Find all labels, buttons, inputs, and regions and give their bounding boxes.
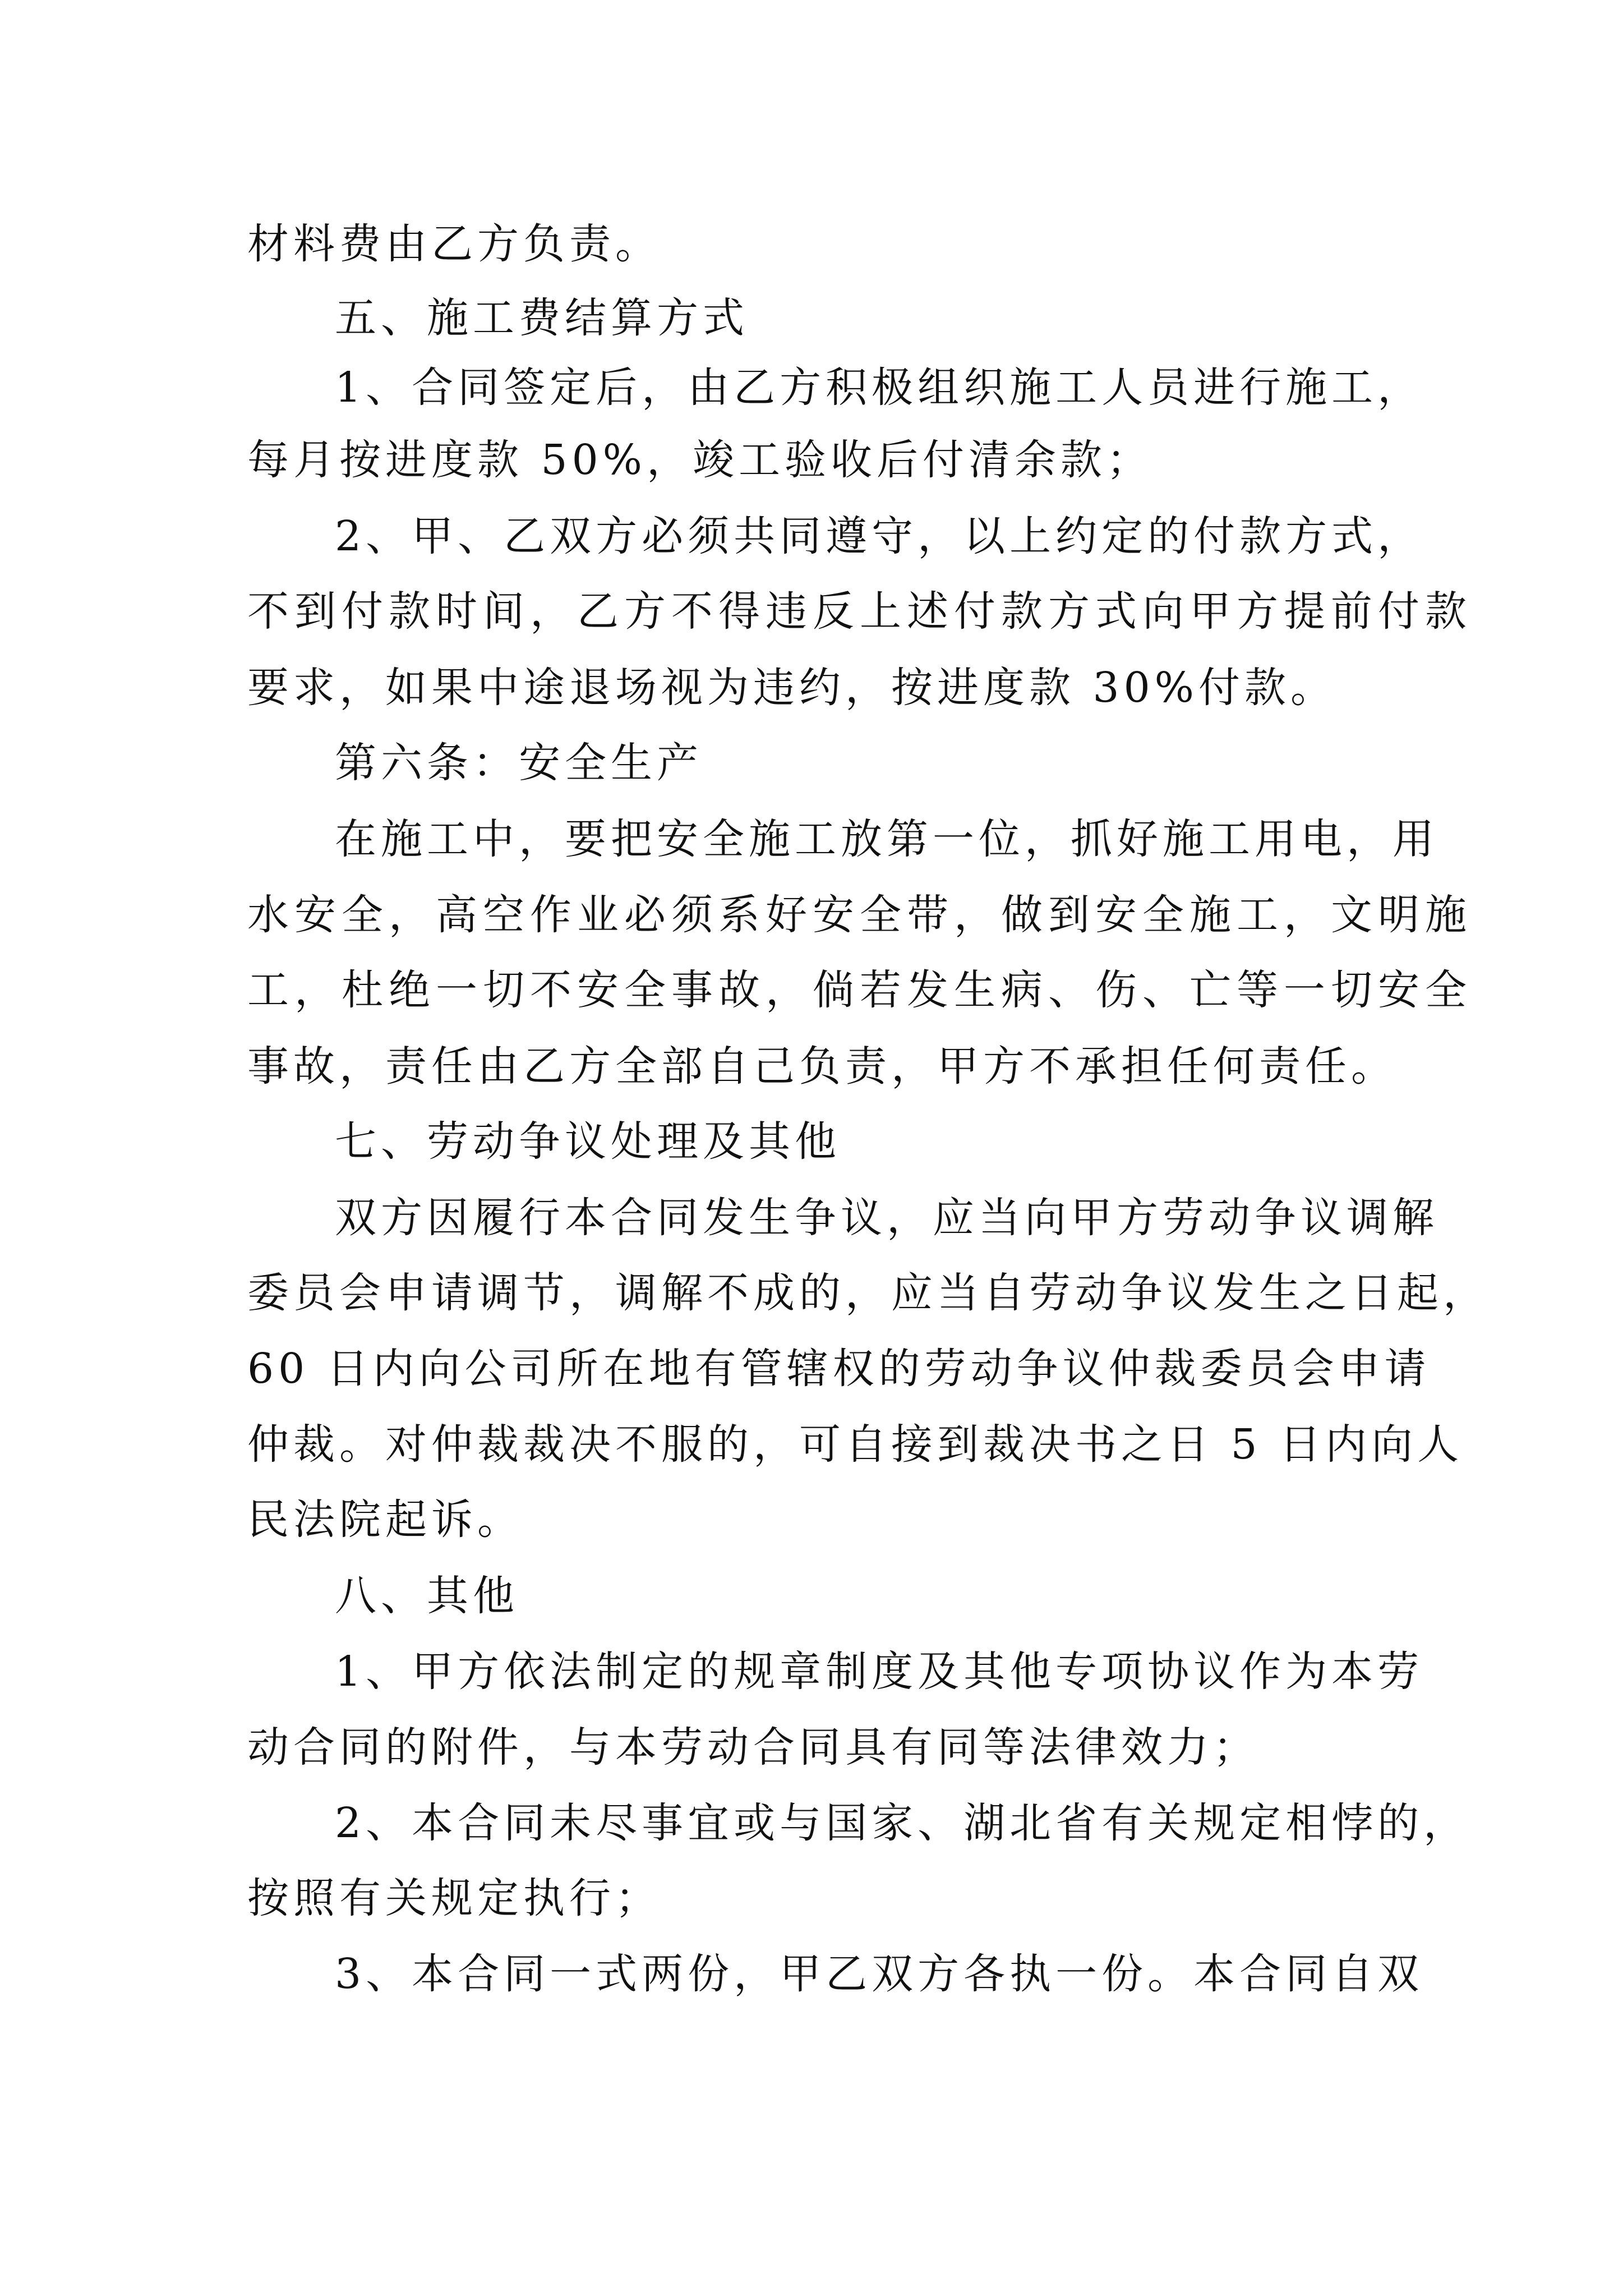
text-line-16: 60 日内向公司所在地有管辖权的劳动争议仲裁委员会申请 xyxy=(247,1345,1431,1393)
text-line-11: 工，杜绝一切不安全事故，倘若发生病、伤、亡等一切安全 xyxy=(247,966,1472,1014)
text-line-5: 2、甲、乙双方必须共同遵守，以上约定的付款方式， xyxy=(335,512,1424,560)
section-heading-other: 八、其他 xyxy=(335,1572,519,1620)
section-heading-safety: 第六条：安全生产 xyxy=(335,739,703,787)
text-line-17: 仲裁。对仲裁裁决不服的，可自接到裁决书之日 5 日内向人 xyxy=(247,1420,1464,1469)
text-line-14: 双方因履行本合同发生争议，应当向甲方劳动争议调解 xyxy=(335,1194,1438,1242)
section-heading-settlement: 五、施工费结算方式 xyxy=(335,294,749,342)
text-line-12: 事故，责任由乙方全部自己负责，甲方不承担任何责任。 xyxy=(247,1042,1397,1091)
section-heading-disputes: 七、劳动争议处理及其他 xyxy=(335,1117,841,1166)
text-line-18: 民法院起诉。 xyxy=(247,1496,523,1544)
text-line-15: 委员会申请调节，调解不成的，应当自劳动争议发生之日起， xyxy=(247,1269,1489,1317)
text-line-6: 不到付款时间，乙方不得违反上述付款方式向甲方提前付款 xyxy=(247,587,1472,636)
text-line-22: 2、本合同未尽事宜或与国家、湖北省有关规定相悖的， xyxy=(335,1799,1470,1847)
text-line-9: 在施工中，要把安全施工放第一位，抓好施工用电，用 xyxy=(335,815,1438,863)
text-line-10: 水安全，高空作业必须系好安全带，做到安全施工，文明施 xyxy=(247,891,1472,939)
text-line-4: 每月按进度款 50%，竣工验收后付清余款； xyxy=(247,436,1152,484)
text-line-1: 材料费由乙方负责。 xyxy=(247,220,661,268)
text-line-7: 要求，如果中途退场视为违约，按进度款 30%付款。 xyxy=(247,664,1336,712)
text-line-23: 按照有关规定执行； xyxy=(247,1874,661,1922)
text-line-20: 1、甲方依法制定的规章制度及其他专项协议作为本劳 xyxy=(335,1648,1424,1696)
text-line-3: 1、合同签定后，由乙方积极组织施工人员进行施工， xyxy=(335,364,1424,412)
text-line-24: 3、本合同一式两份，甲乙双方各执一份。本合同自双 xyxy=(335,1950,1424,1998)
text-line-21: 动合同的附件，与本劳动合同具有同等法律效力； xyxy=(247,1723,1259,1772)
